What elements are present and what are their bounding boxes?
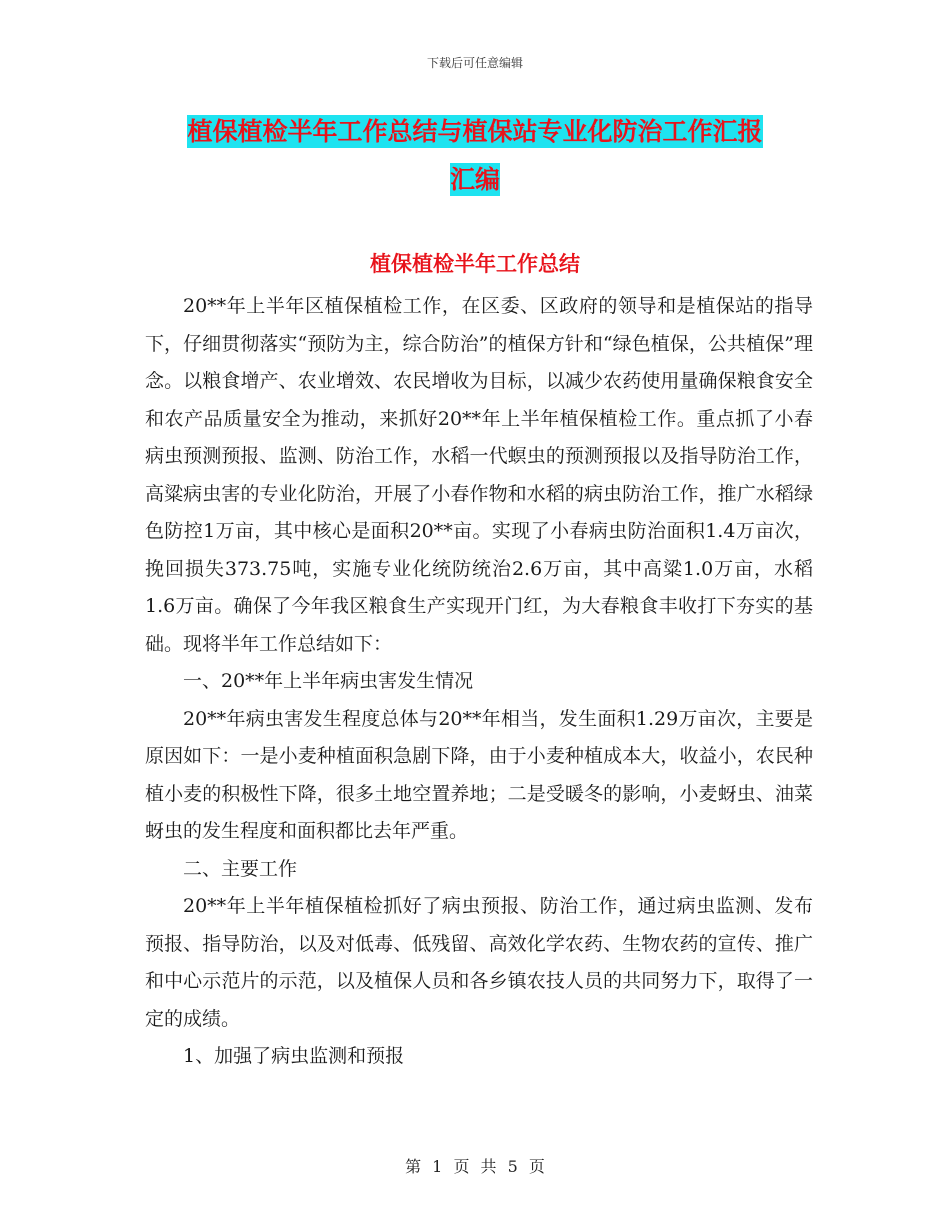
heading-main-work: 二、主要工作 bbox=[183, 857, 298, 880]
document-title-line-1: 植保植检半年工作总结与植保站专业化防治工作汇报 bbox=[187, 117, 763, 146]
page-indicator: 第 1 页 共 5 页 bbox=[405, 1157, 545, 1176]
document-title-line-2: 汇编 bbox=[449, 165, 500, 194]
paragraph-intro: 20**年上半年区植保植检工作，在区委、区政府的领导和是植保站的指导下，仔细贯彻落实“预防为主，综合防治”的植保方针和“绿色植保，公共植保”理念。以粮食增产、农业增效、农民增收为目标，以减少农药使用量确保粮食安全和农产品质量安全为推动，来抓好20**年上半年植保植检工作。重点抓了小春病虫预测预报、监测、防治工作，水稻一代螟虫的预测预报以及指导防治工作，高粱病虫害的专业化防治，开展了小春作物和水稻的病虫防治工作，推广水稻绿色防控1万亩，其中核心是面积20**亩。实现了小春病虫防治面积1.4万亩次，挽回损失373.75吨，实施专业化统防统治2.6万亩，其中高粱1.0万亩，水稻1.6万亩。确保了今年我区粮食生产实现开门红，为大春粮食丰收打下夯实的基础。现将半年工作总结如下： bbox=[145, 295, 813, 655]
document-title bbox=[0, 108, 950, 204]
paragraph-main-work: 20**年上半年植保植检抓好了病虫预报、防治工作，通过病虫监测、发布预报、指导防治，以及对低毒、低残留、高效化学农药、生物农药的宣传、推广和中心示范片的示范，以及植保人员和各乡镇农技人员的共同努力下，取得了一定的成绩。 bbox=[145, 895, 813, 1030]
document-body bbox=[145, 288, 813, 1076]
heading-pest-occurrence: 一、20**年上半年病虫害发生情况 bbox=[183, 670, 474, 692]
section-title: 植保植检半年工作总结 bbox=[370, 252, 580, 276]
paragraph-pest-occurrence: 20**年病虫害发生程度总体与20**年相当，发生面积1.29万亩次，主要是原因如下：一是小麦种植面积急剧下降，由于小麦种植成本大，收益小，农民种植小麦的积极性下降，很多土地空置养地；二是受暖冬的影响，小麦蚜虫、油菜蚜虫的发生程度和面积都比去年严重。 bbox=[145, 707, 813, 842]
header-note: 下载后可任意编辑 bbox=[426, 56, 523, 70]
heading-monitoring: 1、加强了病虫监测和预报 bbox=[183, 1045, 405, 1067]
